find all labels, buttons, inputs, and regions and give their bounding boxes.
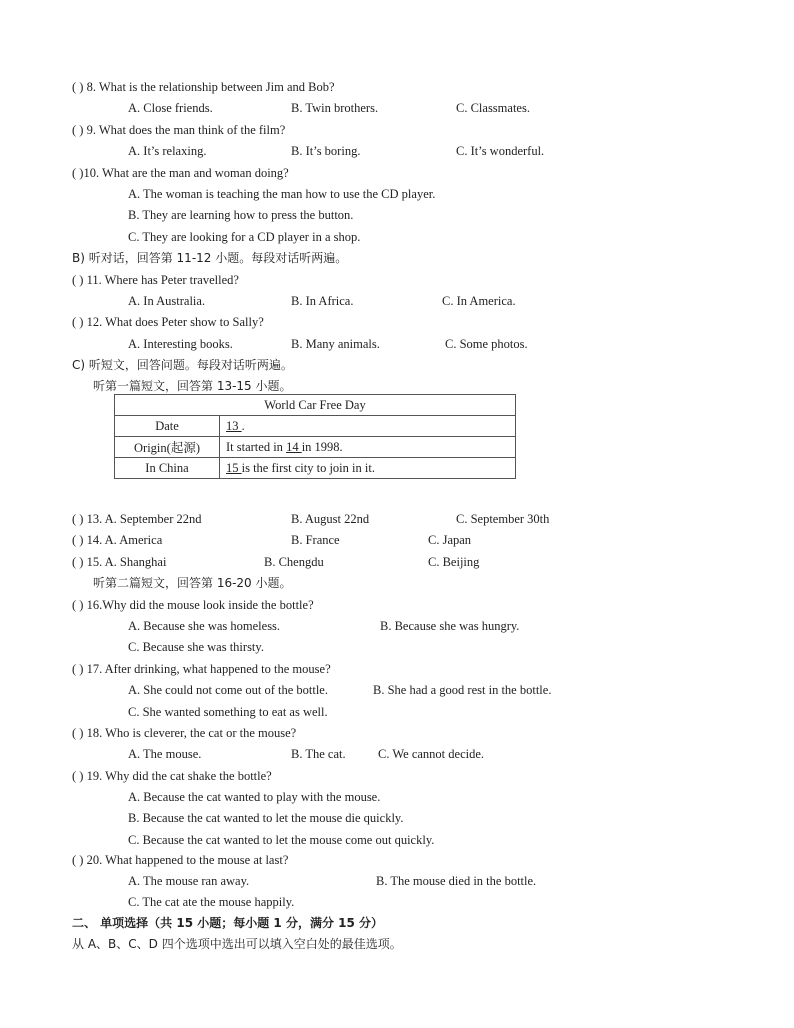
- table-title-row: [115, 395, 516, 416]
- row-label-date: Date: [115, 416, 220, 437]
- line-q17c: C. She wanted something to eat as well.: [128, 705, 328, 719]
- line-q16b: B. Because she was hungry.: [380, 619, 520, 633]
- line-q8c: C. Classmates.: [456, 101, 530, 115]
- line-q15b: B. Chengdu: [264, 555, 324, 569]
- row-label-origin: Origin(起源): [115, 437, 220, 458]
- line-q10b: B. They are learning how to press the button.: [128, 208, 354, 222]
- line-q14c: C. Japan: [428, 533, 472, 547]
- line-q19b: B. Because the cat wanted to let the mouse die quickly.: [128, 811, 404, 825]
- line-q17a: A. She could not come out of the bottle.: [128, 683, 328, 697]
- line-q11b: B. In Africa.: [291, 294, 354, 308]
- line-q13b: B. August 22nd: [291, 512, 370, 526]
- line-q20: ( ) 20. What happened to the mouse at last?: [72, 853, 289, 867]
- line-q18b: B. The cat.: [291, 747, 346, 761]
- line-q9c: C. It’s wonderful.: [456, 144, 545, 158]
- line-q19a: A. Because the cat wanted to play with the mouse.: [128, 790, 381, 804]
- line-secC: C) 听短文，回答问题。每段对话听两遍。: [72, 358, 293, 372]
- line-q19: ( ) 19. Why did the cat shake the bottle?: [72, 769, 272, 783]
- line-q17: ( ) 17. After drinking, what happened to the mouse?: [72, 662, 331, 676]
- line-q16c: C. Because she was thirsty.: [128, 640, 264, 654]
- line-q18c: C. We cannot decide.: [378, 747, 485, 761]
- line-q15c: C. Beijing: [428, 555, 480, 569]
- line-q9b: B. It’s boring.: [291, 144, 361, 158]
- table-row: [115, 458, 516, 479]
- line-q13: ( ) 13. A. September 22nd: [72, 512, 202, 526]
- line-q8b: B. Twin brothers.: [291, 101, 379, 115]
- blank-13: 13: [226, 418, 242, 433]
- line-secB: B) 听对话，回答第 11-12 小题。每段对话听两遍。: [72, 251, 348, 265]
- line-q20c: C. The cat ate the mouse happily.: [128, 895, 295, 909]
- table-row: [115, 416, 516, 437]
- row-value-date: 13 .: [220, 416, 516, 437]
- line-q14b: B. France: [291, 533, 340, 547]
- row-label-china: In China: [115, 458, 220, 479]
- line-q10a: A. The woman is teaching the man how to use the CD player.: [128, 187, 436, 201]
- line-q10: ( )10. What are the man and woman doing?: [72, 166, 289, 180]
- line-q12b: B. Many animals.: [291, 337, 380, 351]
- line-q18: ( ) 18. Who is cleverer, the cat or the mouse?: [72, 726, 297, 740]
- line-q16: ( ) 16.Why did the mouse look inside the bottle?: [72, 598, 314, 612]
- blank-14: 14: [286, 439, 302, 454]
- line-q9a: A. It’s relaxing.: [128, 144, 207, 158]
- line-q20b: B. The mouse died in the bottle.: [376, 874, 537, 888]
- line-q16a: A. Because she was homeless.: [128, 619, 281, 633]
- line-p2: 听第二篇短文，回答第 16-20 小题。: [93, 576, 292, 590]
- line-q12a: A. Interesting books.: [128, 337, 233, 351]
- line-q12c: C. Some photos.: [445, 337, 528, 351]
- row-value-origin: It started in 14 in 1998.: [220, 437, 516, 458]
- line-q12: ( ) 12. What does Peter show to Sally?: [72, 315, 264, 329]
- line-q20a: A. The mouse ran away.: [128, 874, 250, 888]
- table-title: World Car Free Day: [115, 395, 516, 416]
- line-q10c: C. They are looking for a CD player in a shop.: [128, 230, 361, 244]
- table-row: [115, 437, 516, 458]
- line-q17b: B. She had a good rest in the bottle.: [373, 683, 552, 697]
- line-q11a: A. In Australia.: [128, 294, 206, 308]
- line-q8: ( ) 8. What is the relationship between Jim and Bob?: [72, 80, 335, 94]
- line-q15: ( ) 15. A. Shanghai: [72, 555, 167, 569]
- line-p1: 听第一篇短文，回答第 13-15 小题。: [93, 379, 292, 393]
- line-q11: ( ) 11. Where has Peter travelled?: [72, 273, 239, 287]
- world-car-free-day-table: [114, 394, 516, 479]
- line-q19c: C. Because the cat wanted to let the mouse come out quickly.: [128, 833, 435, 847]
- line-q18a: A. The mouse.: [128, 747, 202, 761]
- line-sec2: 二、 单项选择（共 15 小题；每小题 1 分，满分 15 分）: [72, 916, 383, 930]
- line-q9: ( ) 9. What does the man think of the film?: [72, 123, 286, 137]
- line-q14: ( ) 14. A. America: [72, 533, 163, 547]
- line-q8a: A. Close friends.: [128, 101, 213, 115]
- line-q11c: C. In America.: [442, 294, 516, 308]
- line-sec2d: 从 A、B、C、D 四个选项中选出可以填入空白处的最佳选项。: [72, 937, 402, 951]
- line-q13c: C. September 30th: [456, 512, 550, 526]
- row-value-china: 15 is the first city to join in it.: [220, 458, 516, 479]
- blank-15: 15: [226, 460, 242, 475]
